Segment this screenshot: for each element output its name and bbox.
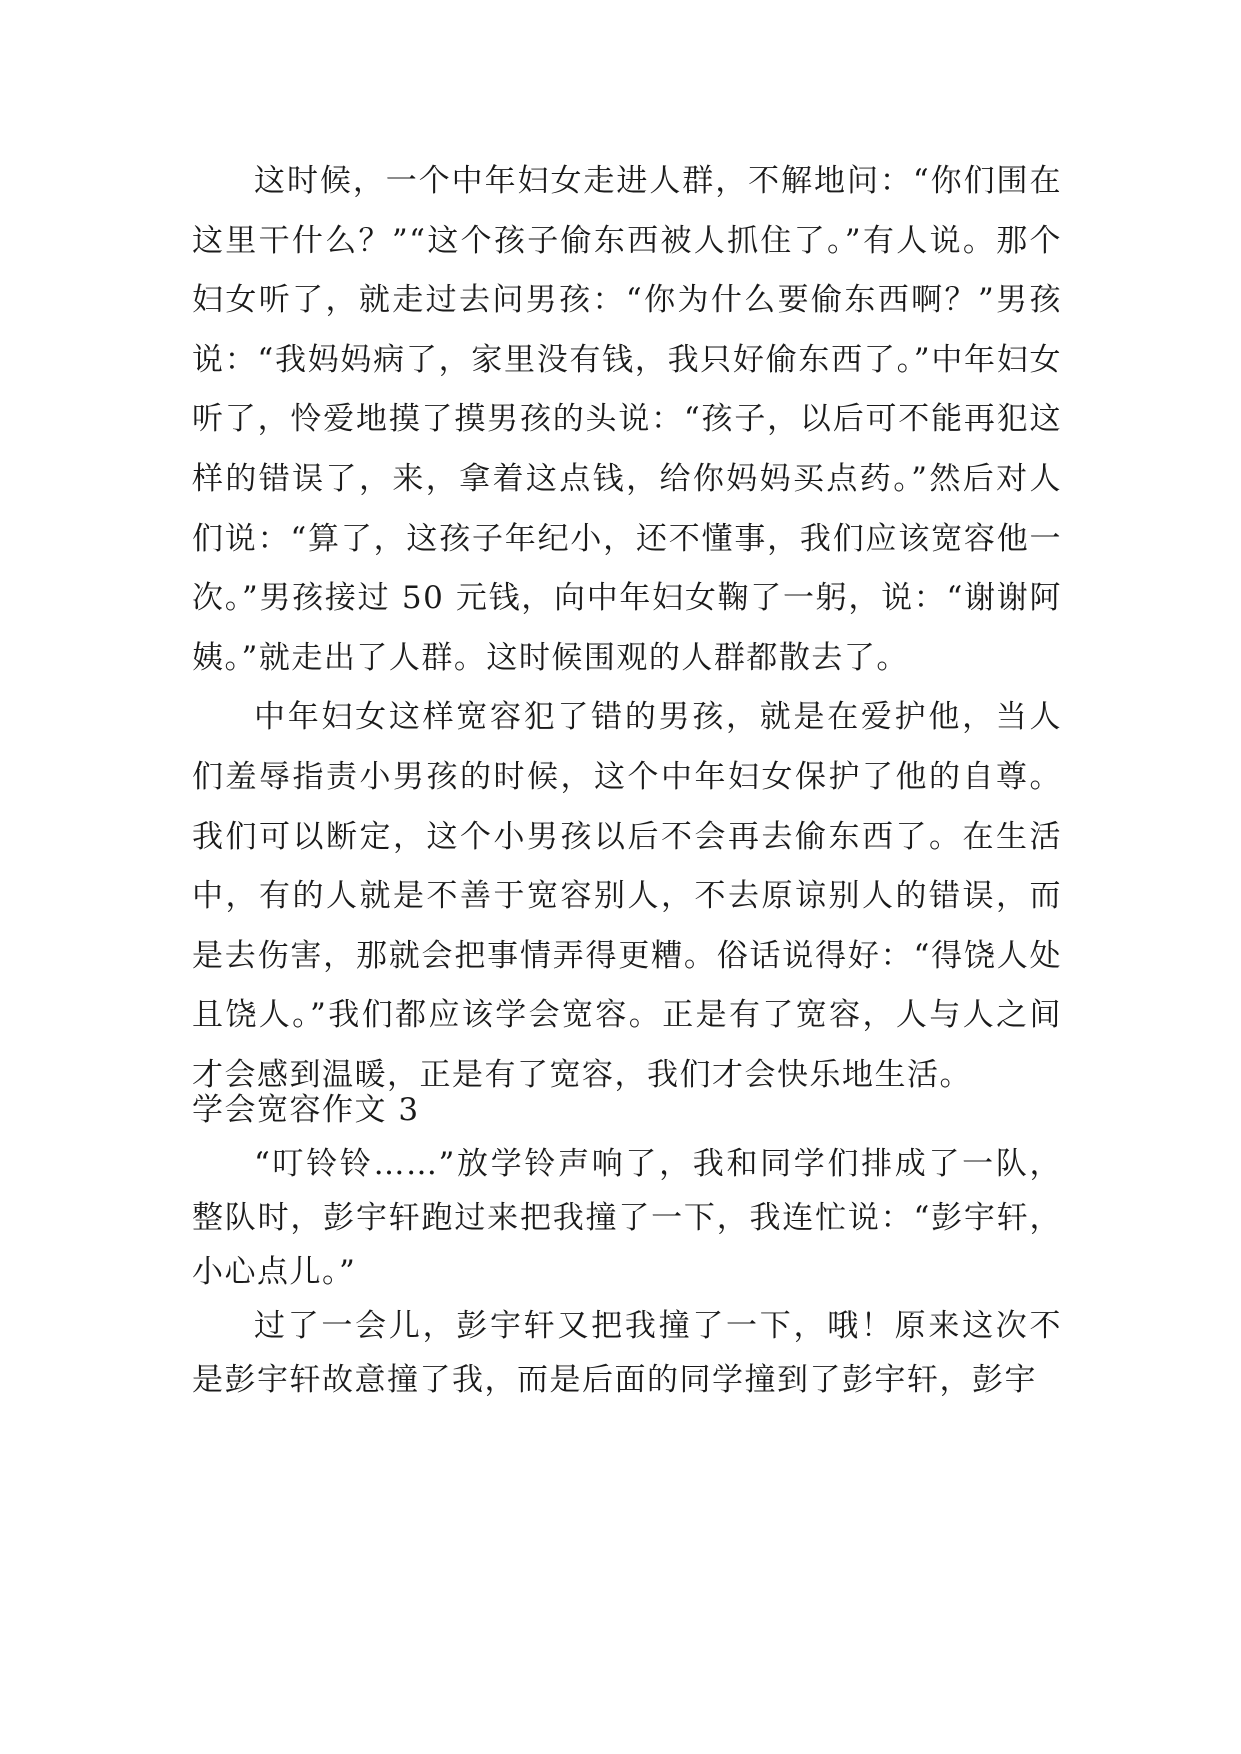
- section-title: 学会宽容作文 3: [192, 1092, 420, 1128]
- paragraph-reflection: 中年妇女这样宽容犯了错的男孩，就是在爱护他，当人们羞辱指责小男孩的时候，这个中年妇女保护了他的自尊。我们可以断定，这个小男孩以后不会再去偷东西了。在生活中，有的人就是不善于宽容别人，不去原谅别人的错误，而是去伤害，那就会把事情弄得更糟。俗话说得好：“得饶人处且饶人。”我们都应该学会宽容。正是有了宽容，人与人之间才会感到温暖，正是有了宽容，我们才会快乐地生活。: [192, 699, 1062, 1093]
- paragraph-school-bell: “叮铃铃……”放学铃声响了，我和同学们排成了一队，整队时，彭宇轩跑过来把我撞了一下，我连忙说：“彭宇轩，小心点儿。”: [192, 1146, 1062, 1290]
- essay-section-3: [192, 1083, 1062, 1407]
- paragraph-bumped-again: 过了一会儿，彭宇轩又把我撞了一下，哦！原来这次不是彭宇轩故意撞了我，而是后面的同学撞到了彭宇轩，彭宇: [192, 1308, 1062, 1398]
- paragraph-kind-woman: 这时候，一个中年妇女走进人群，不解地问：“你们围在这里干什么？”“这个孩子偷东西被人抓住了。”有人说。那个妇女听了，就走过去问男孩：“你为什么要偷东西啊？”男孩说：“我妈妈病了，家里没有钱，我只好偷东西了。”中年妇女听了，怜爱地摸了摸男孩的头说：“孩子，以后可不能再犯这样的错误了，来，拿着这点钱，给你妈妈买点药。”然后对人们说：“算了，这孩子年纪小，还不懂事，我们应该宽容他一次。”男孩接过 50 元钱，向中年妇女鞠了一躬，说：“谢谢阿姨。”就走出了人群。这时候围观的人群都散去了。: [192, 163, 1062, 676]
- essay-body-part1: [192, 152, 1062, 1106]
